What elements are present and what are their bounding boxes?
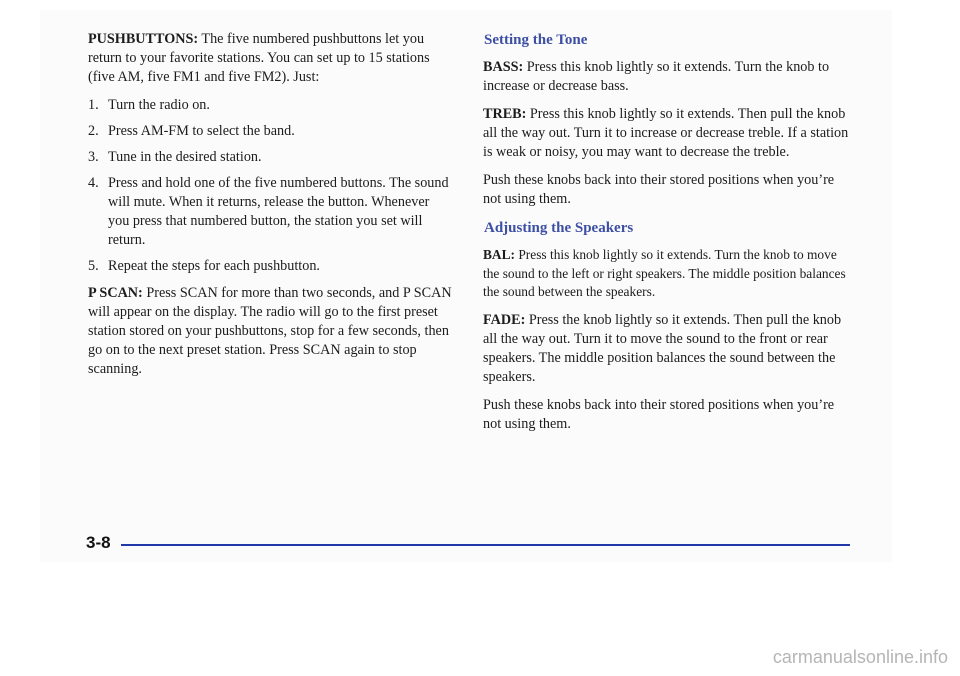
- bass-term: BASS:: [483, 59, 524, 75]
- footer-rule: [121, 544, 850, 546]
- fade-term: FADE:: [483, 311, 526, 328]
- step-text: Press and hold one of the five numbered buttons. The sound will mute. When it returns, release the button. Whenever you press that numbered button, the station you set will return.: [108, 175, 449, 248]
- list-item: [88, 122, 454, 141]
- bal-text: Press this knob lightly so it extends. Turn the knob to move the sound to the left or right speakers. The middle position balances the sound between the speakers.: [483, 247, 846, 299]
- treb-term: TREB:: [483, 106, 527, 122]
- bass-paragraph: [483, 58, 853, 96]
- steps-list: [88, 96, 454, 276]
- list-item: [88, 174, 454, 250]
- list-item: [88, 257, 454, 276]
- fade-text: Press the knob lightly so it extends. Then pull the knob all the way out. Turn it to move the sound to the front or rear speakers. The middle position balances the sound between the speakers.: [483, 311, 842, 385]
- tone-heading: Setting the Tone: [484, 32, 588, 48]
- treb-paragraph: [483, 105, 853, 162]
- pushbuttons-text: The five numbered pushbuttons let you return to your favorite stations. You can set up to 15 stations (five AM, five FM1 and five FM2). Just:: [88, 31, 430, 85]
- step-text: Press AM-FM to select the band.: [108, 123, 295, 139]
- pushbuttons-paragraph: [88, 30, 454, 87]
- page-number: 3-8: [86, 533, 111, 552]
- list-item: [88, 148, 454, 167]
- speakers-heading: Adjusting the Speakers: [484, 220, 634, 236]
- pscan-paragraph: [88, 284, 454, 379]
- list-item: [88, 96, 454, 115]
- step-number: 4.: [88, 175, 99, 191]
- right-column: [483, 30, 853, 443]
- watermark: carmanualsonline.info: [772, 647, 948, 667]
- step-text: Repeat the steps for each pushbutton.: [108, 258, 320, 274]
- step-number: 5.: [88, 258, 99, 274]
- pscan-term: P SCAN:: [88, 285, 143, 301]
- bal-term: BAL:: [483, 247, 515, 262]
- step-number: 2.: [88, 123, 99, 139]
- step-number: 3.: [88, 149, 99, 165]
- step-text: Tune in the desired station.: [108, 149, 262, 165]
- tone-push-back-text: Push these knobs back into their stored positions when you’re not using them.: [483, 172, 835, 207]
- bass-text: Press this knob lightly so it extends. Turn the knob to increase or decrease bass.: [483, 59, 830, 94]
- left-column: [88, 30, 454, 388]
- bal-paragraph: [483, 246, 853, 302]
- pushbuttons-term: PUSHBUTTONS:: [88, 31, 199, 47]
- fade-paragraph: [483, 311, 853, 387]
- step-number: 1.: [88, 97, 99, 113]
- pscan-text: Press SCAN for more than two seconds, and P SCAN will appear on the display. The radio will go to the first preset station stored on your pushbuttons, stop for a few seconds, then go on to the next preset station. Press SCAN again to stop scanning.: [88, 285, 452, 377]
- step-text: Turn the radio on.: [108, 97, 210, 113]
- speakers-push-back-text: Push these knobs back into their stored positions when you’re not using them.: [483, 396, 835, 432]
- treb-text: Press this knob lightly so it extends. Then pull the knob all the way out. Turn it to increase or decrease treble. If a station is weak or noisy, you may want to decrease the treble.: [483, 106, 849, 160]
